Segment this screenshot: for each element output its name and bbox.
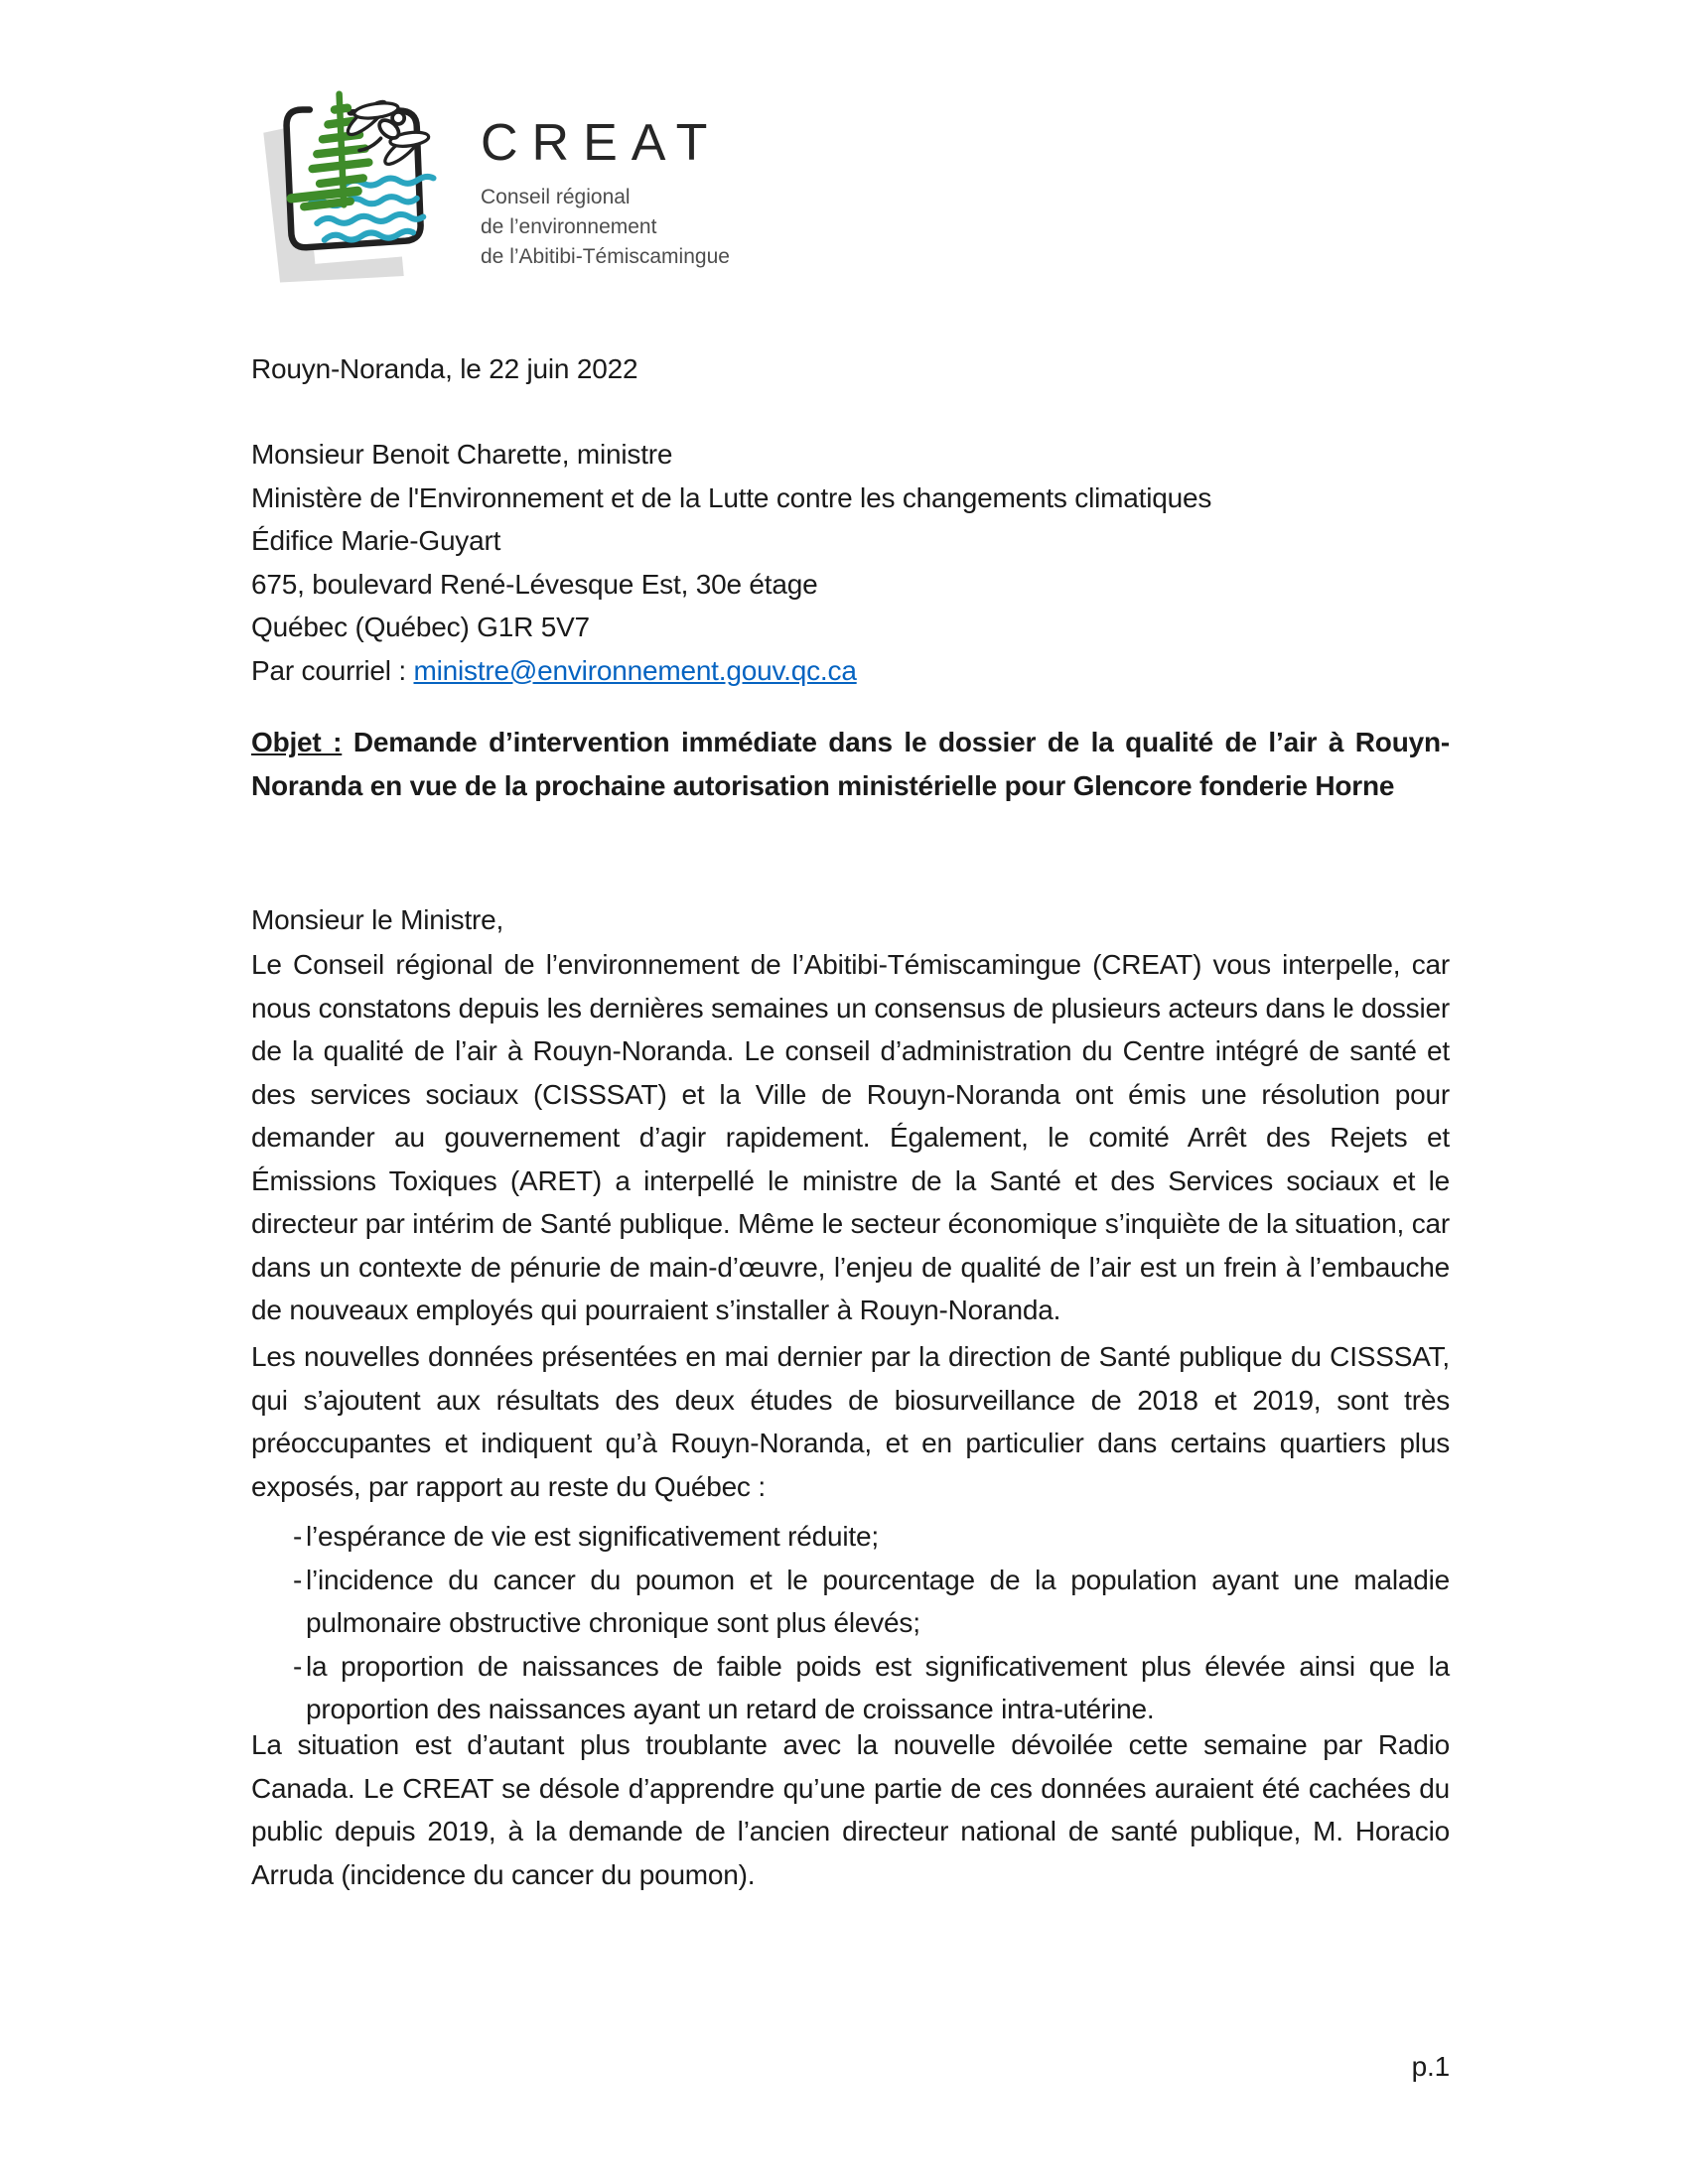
logo-tagline-line: Conseil régional (481, 186, 631, 208)
body-paragraph-2: Les nouvelles données présentées en mai dernier par la direction de Santé publique du CISSSAT, qui s’ajoutent aux résultats des deux études de biosurveillance de 2018 et 2019, sont très préoccupantes et indiquent qu’à Rouyn-Noranda, et en particulier dans certains quartiers plus exposés, par rapport au reste du Québec : (251, 1341, 1450, 1502)
subject-text: Demande d’intervention immédiate dans le dossier de la qualité de l’air à Rouyn-Noranda en vue de la prochaine autorisation ministérielle pour Glencore fonderie Horne (251, 727, 1451, 801)
salutation: Monsieur le Ministre, (251, 904, 504, 935)
recipient-line: Québec (Québec) G1R 5V7 (251, 612, 590, 642)
logo-acronym: CREAT (481, 114, 722, 172)
bullet-text: l’espérance de vie est significativement réduite; (306, 1521, 879, 1552)
logo-text-block (481, 68, 730, 272)
date-line: Rouyn-Noranda, le 22 juin 2022 (251, 353, 638, 384)
recipient-line: Ministère de l'Environnement et de la Lutte contre les changements climatiques (251, 481, 1212, 513)
bullet-marker: - (293, 1521, 303, 1552)
body-paragraph-3: La situation est d’autant plus troublante avec la nouvelle dévoilée cette semaine par Radio Canada. Le CREAT se désole d’apprendre qu’une partie de ces données auraient été cachées du public depuis 2019, à la demande de l’ancien directeur national de santé publique, M. Horacio Arruda (incidence du cancer du poumon). (251, 1729, 1450, 1890)
bullet-text: l’incidence du cancer du poumon et le pourcentage de la population ayant une maladie pulmonaire obstructive chronique sont plus élevés; (306, 1564, 1450, 1638)
delivery-method-label: Par courriel : (251, 654, 414, 686)
body-paragraph-1: Le Conseil régional de l’environnement de l’Abitibi-Témiscamingue (CREAT) vous interpelle, car nous constatons depuis les dernières semaines un consensus de plusieurs acteurs dans le dossier de la qualité de l’air à Rouyn-Noranda. Le conseil d’administration du Centre intégré de santé et des services sociaux (CISSSAT) et la Ville de Rouyn-Noranda ont émis une résolution pour demander au gouvernement d’agir rapidement. Également, le comité Arrêt des Rejets et Émissions Toxiques (ARET) a interpellé le ministre de la Santé et des Services sociaux et le directeur par intérim de Santé publique. Même le secteur économique s’inquiète de la situation, car dans un contexte de pénurie de main-d’œuvre, l’enjeu de qualité de l’air est un frein à l’embauche de nouveaux employés qui pourraient s’installer à Rouyn-Noranda. (251, 949, 1450, 1325)
subject-label: Objet : (251, 727, 343, 757)
recipient-line: Monsieur Benoit Charette, ministre (251, 439, 673, 470)
subject-line (251, 721, 1450, 807)
logo-tagline-line: de l’Abitibi-Témiscamingue (481, 245, 730, 268)
minister-email-link[interactable]: ministre@environnement.gouv.qc.ca (413, 654, 857, 686)
recipient-block (251, 433, 1450, 692)
bullet-marker: - (293, 1650, 303, 1682)
letterhead (254, 68, 730, 286)
creat-logo-icon (254, 68, 467, 286)
bullet-list (251, 1515, 1450, 1731)
page-number: p.1 (1411, 2051, 1450, 2082)
recipient-line: 675, boulevard René-Lévesque Est, 30e étage (251, 568, 818, 600)
bullet-text: la proportion de naissances de faible poids est significativement plus élevée ainsi que la proportion des naissances ayant un retard de croissance intra-utérine. (306, 1650, 1450, 1724)
bullet-marker: - (293, 1564, 303, 1595)
bullet-item (251, 1559, 1450, 1645)
bullet-item (251, 1645, 1450, 1731)
bullet-item (251, 1515, 1450, 1559)
logo-tagline (481, 183, 730, 272)
delivery-line (251, 649, 1450, 693)
recipient-line: Édifice Marie-Guyart (251, 525, 501, 556)
logo-tagline-line: de l’environnement (481, 215, 657, 238)
